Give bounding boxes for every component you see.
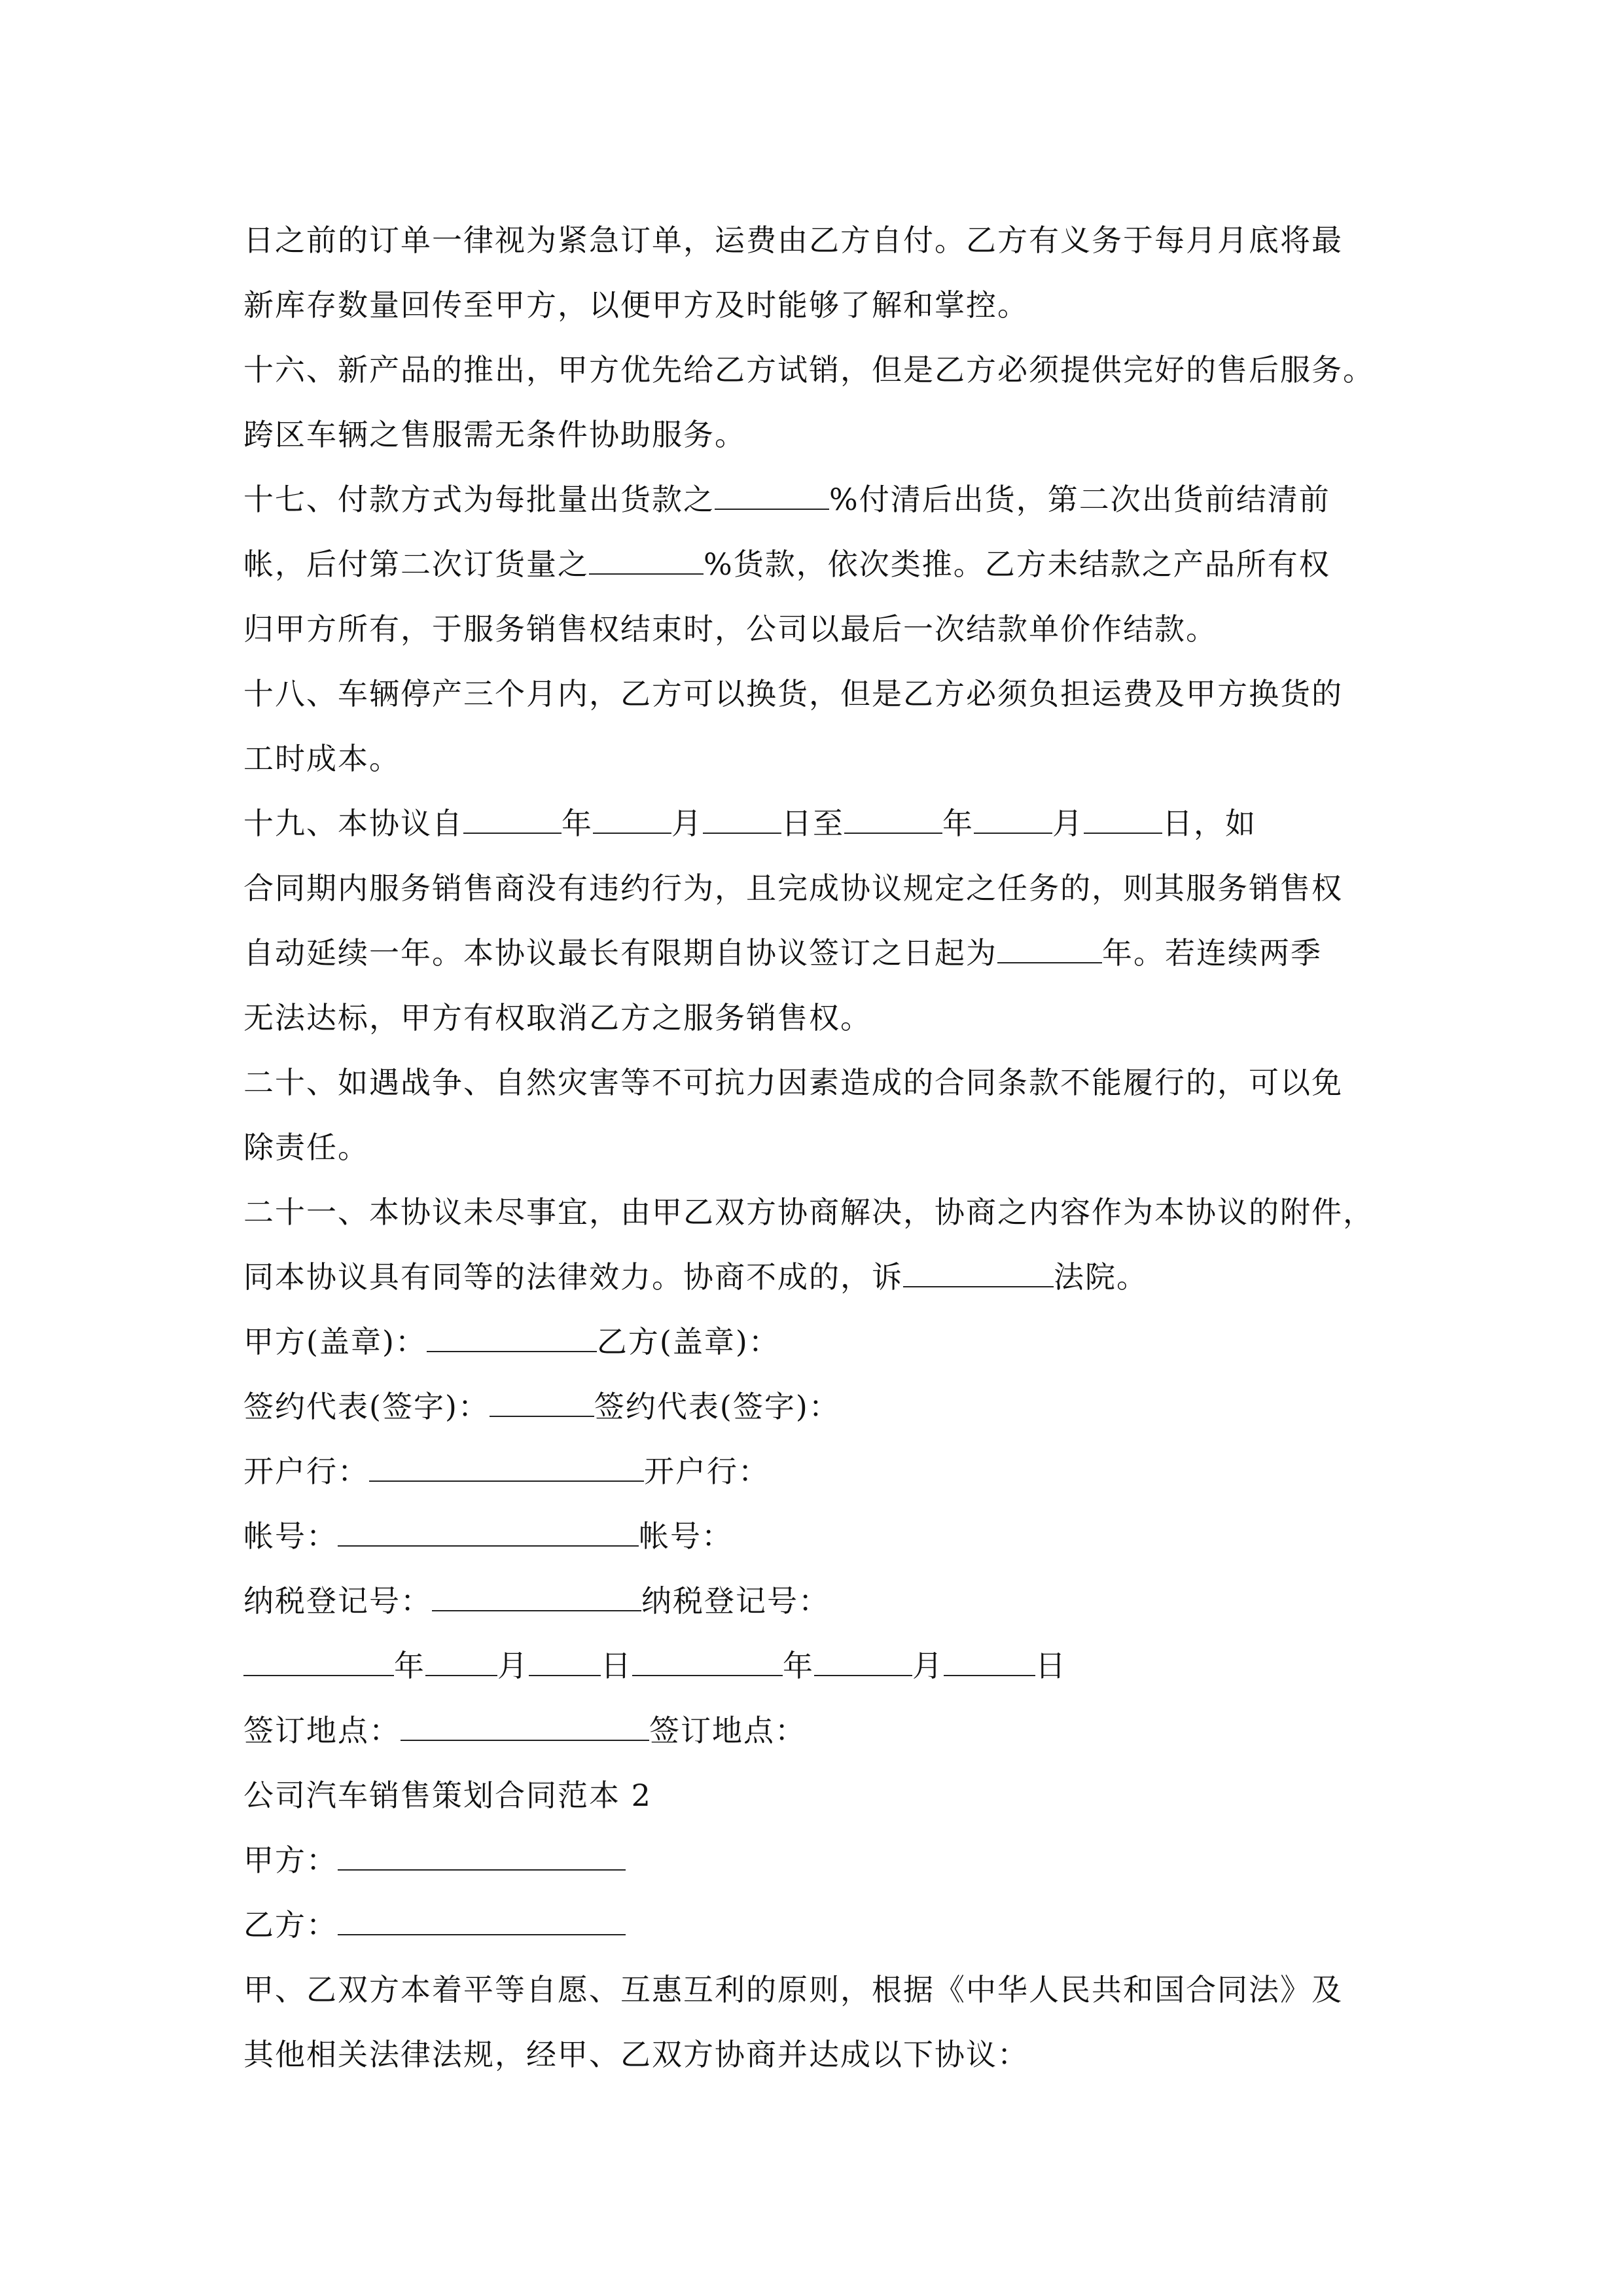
text-run: 二十一、本协议未尽事宜，由甲乙双方协商解决，协商之内容作为本协议的附件， xyxy=(243,1194,1374,1230)
blank-field xyxy=(369,1441,644,1482)
text-run: 除责任。 xyxy=(243,1130,369,1165)
blank-field xyxy=(974,793,1052,834)
text-run: 日 xyxy=(1035,1648,1067,1683)
party-b-bank-label: 开户行： xyxy=(644,1454,770,1489)
text-run: 月 xyxy=(1052,806,1084,841)
text-run: 十九、本协议自 xyxy=(243,806,463,841)
clause-20-line xyxy=(243,1050,1395,1115)
blank-field xyxy=(1084,793,1162,834)
text-run: 甲、乙双方本着平等自愿、互惠互利的原则，根据《中华人民共和国合同法》及 xyxy=(243,1972,1343,2007)
text-run: 日 xyxy=(601,1648,632,1683)
text-run: 年 xyxy=(394,1648,425,1683)
section-title xyxy=(243,1763,1395,1828)
clause-16-line xyxy=(243,338,1395,403)
party-a-place-label: 签订地点： xyxy=(243,1713,401,1748)
party-a-bank-label: 开户行： xyxy=(243,1454,369,1489)
text-run: %付清后出货，第二次出货前结清前 xyxy=(829,482,1330,517)
blank-field xyxy=(529,1636,601,1676)
blank-field xyxy=(432,1571,641,1611)
text-run: 二十、如遇战争、自然灾害等不可抗力因素造成的合同条款不能履行的，可以免 xyxy=(243,1065,1343,1100)
party-b-place-label: 签订地点： xyxy=(649,1713,806,1748)
text-run: 年 xyxy=(783,1648,814,1683)
text-run: 其他相关法律法规，经甲、乙双方协商并达成以下协议： xyxy=(243,2037,1029,2072)
party-b-tax-label: 纳税登记号： xyxy=(641,1583,830,1619)
blank-field xyxy=(338,1895,626,1935)
paragraph-line xyxy=(243,597,1395,662)
text-run: 合同期内服务销售商没有违约行为，且完成协议规定之任务的，则其服务销售权 xyxy=(243,870,1343,906)
text-run: 归甲方所有，于服务销售权结束时，公司以最后一次结款单价作结款。 xyxy=(243,611,1217,647)
text-run: %货款，依次类推。乙方未结款之产品所有权 xyxy=(704,547,1330,582)
tax-id-line xyxy=(243,1569,1395,1634)
text-run: 年 xyxy=(942,806,974,841)
blank-field xyxy=(844,793,942,834)
text-run: 日至 xyxy=(781,806,844,841)
blank-field xyxy=(401,1700,649,1741)
text-run: 月 xyxy=(671,806,703,841)
text-run: 月 xyxy=(497,1648,529,1683)
text-run: 自动延续一年。本协议最长有限期自协议签订之日起为 xyxy=(243,935,997,971)
blank-field xyxy=(490,1376,594,1417)
text-run: 月 xyxy=(912,1648,944,1683)
blank-field xyxy=(814,1636,912,1676)
bank-line xyxy=(243,1439,1395,1504)
paragraph-line xyxy=(243,2022,1395,2087)
contract-body xyxy=(243,208,1395,2087)
paragraph-line xyxy=(243,273,1395,338)
paragraph-line xyxy=(243,1245,1395,1310)
blank-field xyxy=(338,1830,626,1871)
signing-place-line xyxy=(243,1698,1395,1763)
text-run: 无法达标，甲方有权取消乙方之服务销售权。 xyxy=(243,1000,872,1035)
text-run: 新库存数量回传至甲方，以便甲方及时能够了解和掌控。 xyxy=(243,287,1029,323)
paragraph-line xyxy=(243,1958,1395,2022)
party-b-label: 乙方： xyxy=(243,1907,338,1943)
party-a-representative-label: 签约代表(签字)： xyxy=(243,1389,490,1424)
signature-representative-line xyxy=(243,1374,1395,1439)
text-run: 法院。 xyxy=(1054,1259,1148,1295)
text-run: 十七、付款方式为每批量出货款之 xyxy=(243,482,715,517)
text-run: 帐，后付第二次订货量之 xyxy=(243,547,589,582)
clause-21-line xyxy=(243,1180,1395,1245)
party-b-representative-label: 签约代表(签字)： xyxy=(594,1389,840,1424)
text-run: 同本协议具有同等的法律效力。协商不成的，诉 xyxy=(243,1259,903,1295)
text-run: 公司汽车销售策划合同范本 2 xyxy=(243,1778,652,1813)
party-b-seal-label: 乙方(盖章)： xyxy=(596,1324,780,1359)
text-run: 日之前的订单一律视为紧急订单，运费由乙方自付。乙方有义务于每月月底将最 xyxy=(243,223,1343,258)
blank-field xyxy=(425,1636,497,1676)
text-run: 十八、车辆停产三个月内，乙方可以换货，但是乙方必须负担运费及甲方换货的 xyxy=(243,676,1343,711)
paragraph-line xyxy=(243,208,1395,273)
account-line xyxy=(243,1504,1395,1569)
text-run: 十六、新产品的推出，甲方优先给乙方试销，但是乙方必须提供完好的售后服务。 xyxy=(243,352,1374,387)
blank-field xyxy=(593,793,671,834)
text-run: 年 xyxy=(562,806,593,841)
party-a-label: 甲方： xyxy=(243,1842,338,1878)
blank-field xyxy=(703,793,781,834)
blank-field xyxy=(715,469,829,510)
paragraph-line xyxy=(243,1115,1395,1180)
blank-field xyxy=(463,793,562,834)
blank-field xyxy=(632,1636,783,1676)
signature-seal-line xyxy=(243,1310,1395,1374)
date-line xyxy=(243,1634,1395,1698)
party-b-account-label: 帐号： xyxy=(639,1518,733,1554)
text-run: 年。若连续两季 xyxy=(1102,935,1322,971)
paragraph-line xyxy=(243,986,1395,1050)
party-a-seal-label: 甲方(盖章)： xyxy=(243,1324,427,1359)
text-run: 跨区车辆之售服需无条件协助服务。 xyxy=(243,417,746,452)
paragraph-line xyxy=(243,532,1395,597)
blank-field xyxy=(903,1247,1054,1287)
party-a-line xyxy=(243,1828,1395,1893)
clause-19-line xyxy=(243,791,1395,856)
clause-18-line xyxy=(243,662,1395,726)
blank-field xyxy=(944,1636,1035,1676)
party-b-line xyxy=(243,1893,1395,1958)
paragraph-line xyxy=(243,403,1395,467)
blank-field xyxy=(338,1506,639,1547)
paragraph-line xyxy=(243,921,1395,986)
blank-field xyxy=(589,534,704,575)
text-run: 工时成本。 xyxy=(243,741,401,776)
party-a-account-label: 帐号： xyxy=(243,1518,338,1554)
paragraph-line xyxy=(243,856,1395,921)
paragraph-line xyxy=(243,726,1395,791)
blank-field xyxy=(997,923,1102,963)
text-run: 日，如 xyxy=(1162,806,1257,841)
blank-field xyxy=(243,1636,394,1676)
blank-field xyxy=(427,1312,597,1352)
party-a-tax-label: 纳税登记号： xyxy=(243,1583,432,1619)
clause-17-line xyxy=(243,467,1395,532)
